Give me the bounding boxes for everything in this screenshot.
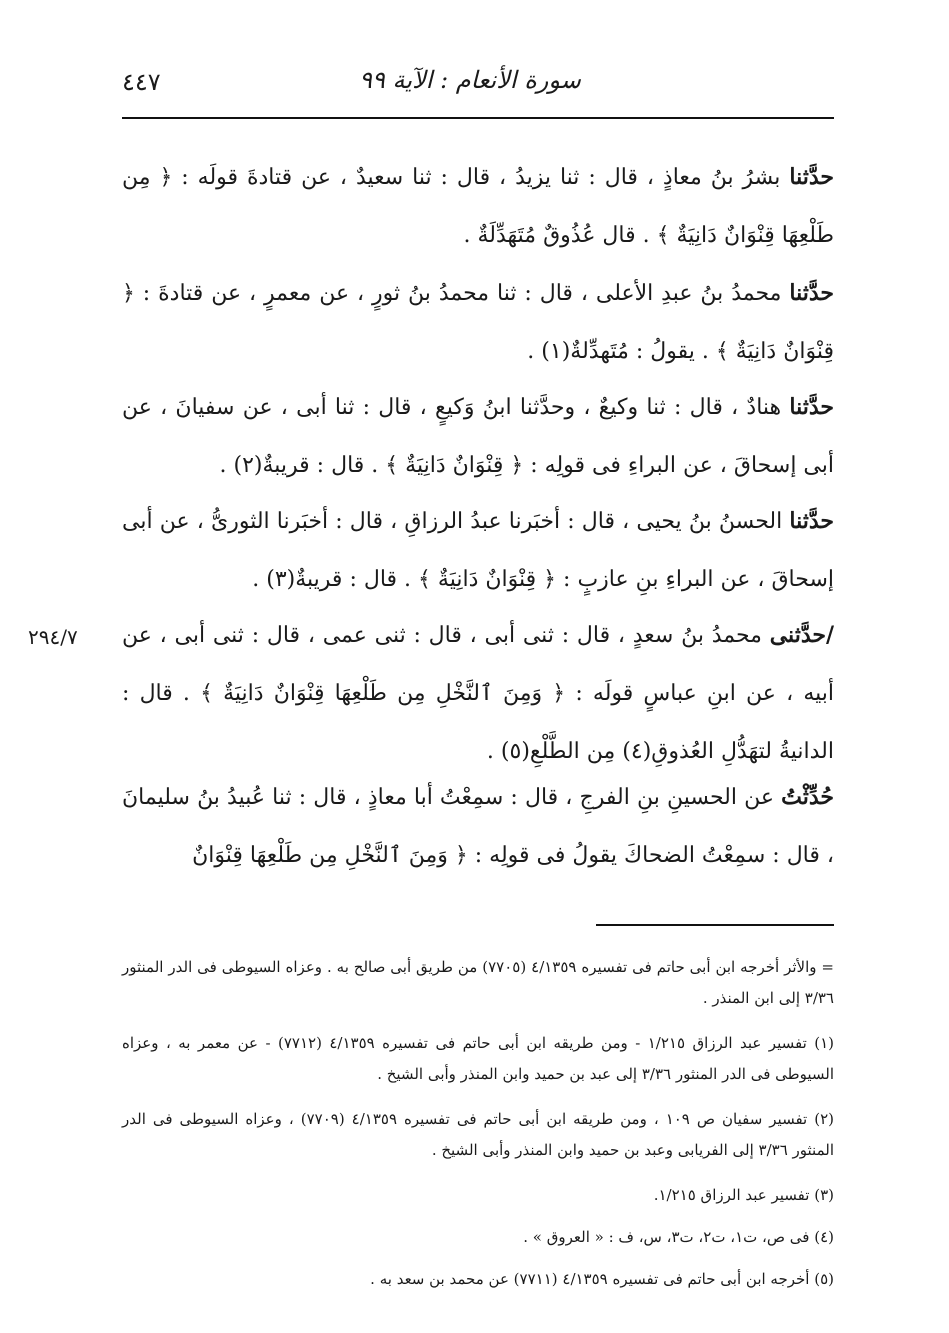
paragraph-5 <box>122 606 834 781</box>
paragraph-6 <box>122 768 834 885</box>
hadith-lead: /حدَّثنى <box>769 622 834 648</box>
hadith-lead: حدَّثنا <box>789 508 834 534</box>
margin-reference: ٢٩٤/٧ <box>28 625 78 649</box>
footnote-1: (١) تفسير عبد الرزاق ١/٢١٥ - ومن طريقه ابن أبى حاتم فى تفسيره ٤/١٣٥٩ (٧٧١٢) - عن معمر به ، وعزاه السيوطى فى الدر المنثور ٣/٣٦ إلى عبد بن حميد وابن المنذر وأبى الشيخ . <box>122 1034 834 1083</box>
footnote-continuation: = والأثر أخرجه ابن أبى حاتم فى تفسيره ٤/١٣٥٩ (٧٧٠٥) من طريق أبى صالح به . وعزاه السيوطى فى الدر المنثور ٣/٣٦ إلى ابن المنذر . <box>122 958 835 1007</box>
paragraph-text: الحسنُ بنُ يحيى ، قال : أخبَرنا عبدُ الرزاقِ ، قال : أخبَرنا الثورىُّ ، عن أبى إسحاقَ ، عن البراءِ بنِ عازبٍ : ﴿ قِنْوَانٌ دَانِيَةٌ ﴾ . قال : قريبةٌ(٣) . <box>122 509 834 592</box>
footnote-rule <box>596 924 834 926</box>
paragraph-3 <box>122 378 834 495</box>
paragraph-4 <box>122 492 834 609</box>
paragraph-text: محمدُ بنُ سعدٍ ، قال : ثنى أبى ، قال : ثنى عمى ، قال : ثنى أبى ، عن أبيه ، عن ابنِ عباسٍ قولَه : ﴿ وَمِنَ ٱلنَّخْلِ مِن طَلْعِهَا قِنْوَانٌ دَانِيَةٌ ﴾ . قال : الدانيةُ لتهَدُّلِ العُذوقِ(٤) مِن الطَّلْعِ(٥) . <box>122 623 834 764</box>
paragraph-text: محمدُ بنُ عبدِ الأعلى ، قال : ثنا محمدُ بنُ ثورٍ ، عن معمرٍ ، عن قتادةَ : ﴿ قِنْوَانٌ دَانِيَةٌ ﴾ . يقولُ : مُتَهدِّلةٌ(١) . <box>122 281 834 364</box>
footnote-2: (٢) تفسير سفيان ص ١٠٩ ، ومن طريقه ابن أبى حاتم فى تفسيره ٤/١٣٥٩ (٧٧٠٩) ، وعزاه السيوطى فى الدر المنثور ٣/٣٦ إلى الفريابى وعبد بن حميد وابن المنذر وأبى الشيخ . <box>122 1110 834 1159</box>
hadith-lead: حدَّثنا <box>789 280 834 306</box>
paragraph-2 <box>122 264 834 381</box>
footnote-5: (٥) أخرجه ابن أبى حاتم فى تفسيره ٤/١٣٥٩ (٧٧١١) عن محمد بن سعد به . <box>370 1270 834 1288</box>
hadith-lead: حُدِّثْتُ <box>781 784 834 810</box>
paragraph-text: هنادٌ ، قال : ثنا وكيعٌ ، وحدَّثنا ابنُ وَكيعٍ ، قال : ثنا أبى ، عن سفيانَ ، عن أبى إسحاقَ ، عن البراءِ فى قولِه : ﴿ قِنْوَانٌ دَانِيَةٌ ﴾ . قال : قريبةٌ(٢) . <box>122 395 834 478</box>
running-title: سورة الأنعام : الآية ٩٩ <box>359 66 581 94</box>
hadith-lead: حدَّثنا <box>789 164 834 190</box>
hadith-lead: حدَّثنا <box>789 394 834 420</box>
footnote-4: (٤) فى ص، ت١، ت٢، ت٣، س، ف : « العروق » . <box>523 1228 834 1246</box>
footnote-3: (٣) تفسير عبد الرزاق ١/٢١٥. <box>653 1186 834 1204</box>
paragraph-text: بشرُ بنُ معاذٍ ، قال : ثنا يزيدُ ، قال : ثنا سعيدٌ ، عن قتادةَ قولَه : ﴿ مِن طَلْعِهَا قِنْوَانٌ دَانِيَةٌ ﴾ . قال عُذُوقٌ مُتَهَدِّلَةٌ . <box>122 165 834 248</box>
paragraph-1 <box>122 148 834 265</box>
page-number: ٤٤٧ <box>122 68 161 96</box>
header-rule <box>122 117 834 119</box>
paragraph-text: عن الحسينِ بنِ الفرجِ ، قال : سمِعْتُ أبا معاذٍ ، قال : ثنا عُبيدُ بنُ سليمانَ ، قال : سمِعْتُ الضحاكَ يقولُ فى قولِه : ﴿ وَمِنَ ٱلنَّخْلِ مِن طَلْعِهَا قِنْوَانٌ <box>122 785 834 868</box>
